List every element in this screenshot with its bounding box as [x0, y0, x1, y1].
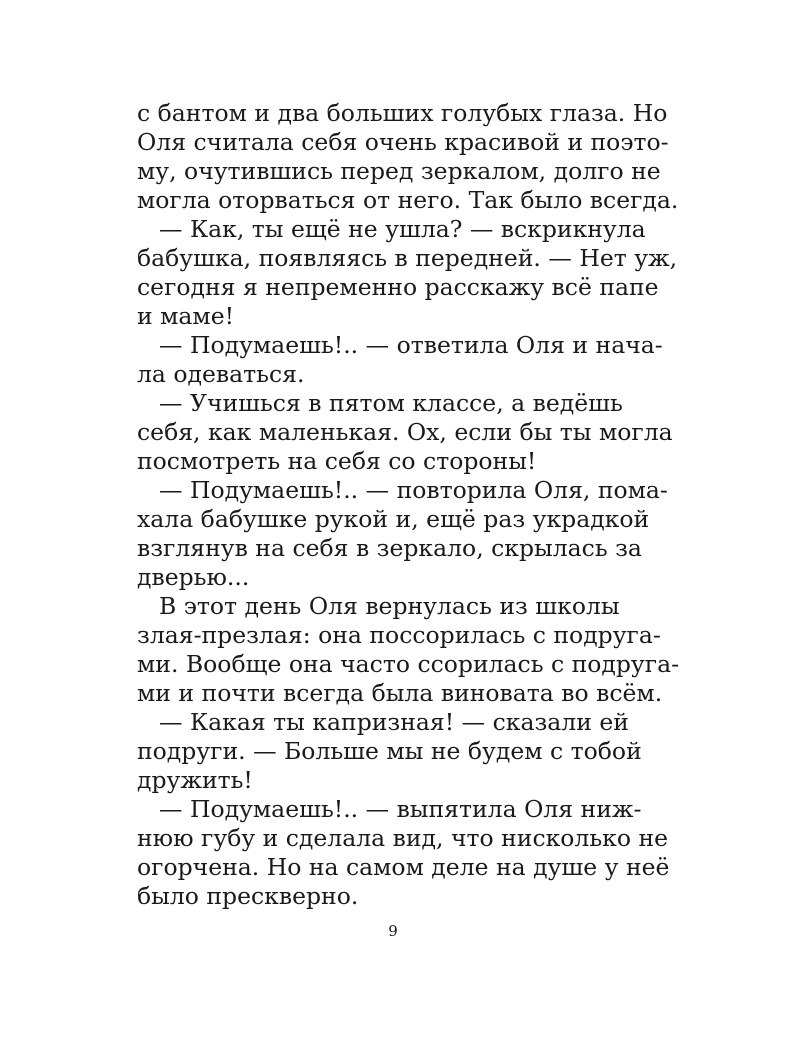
text-line: бабушка, появляясь в передней. — Нет уж, — [137, 244, 678, 272]
text-line: посмотреть на себя со стороны! — [137, 447, 537, 475]
text-line: дружить! — [137, 766, 253, 794]
text-line: — Подумаешь!.. — повторила Оля, пома- — [159, 476, 668, 504]
text-line: подруги. — Больше мы не будем с тобой — [137, 737, 642, 765]
text-line: себя, как маленькая. Ох, если бы ты могла — [137, 418, 673, 446]
text-line: му, очутившись перед зеркалом, долго не — [137, 157, 661, 185]
text-line: сегодня я непременно расскажу всё папе — [137, 273, 659, 301]
text-line: В этот день Оля вернулась из школы — [159, 592, 620, 620]
text-line: — Подумаешь!.. — выпятила Оля ниж- — [159, 795, 642, 823]
text-line: взглянув на себя в зеркало, скрылась за — [137, 534, 642, 562]
text-line: огорчена. Но на самом деле на душе у неё — [137, 853, 670, 881]
text-line: было прескверно. — [137, 882, 359, 910]
text-line: с бантом и два больших голубых глаза. Но — [137, 99, 668, 127]
text-line: ми. Вообще она часто ссорилась с подруга- — [137, 650, 680, 678]
page-number: 9 — [388, 922, 398, 940]
page-text — [137, 99, 680, 911]
text-line: — Как, ты ещё не ушла? — вскрикнула — [159, 215, 646, 243]
text-line: — Учишься в пятом классе, а ведёшь — [159, 389, 623, 417]
text-line: и маме! — [137, 302, 235, 330]
text-line: — Какая ты капризная! — сказали ей — [159, 708, 629, 736]
text-line: злая-презлая: она поссорилась с подруга- — [137, 621, 661, 649]
text-line: ла одеваться. — [137, 360, 305, 388]
text-line: нюю губу и сделала вид, что нисколько не — [137, 824, 669, 852]
text-line: хала бабушке рукой и, ещё раз украдкой — [137, 505, 650, 533]
text-line: могла оторваться от него. Так было всегда. — [137, 186, 679, 214]
text-line: дверью... — [137, 563, 250, 591]
text-line: Оля считала себя очень красивой и поэто- — [137, 128, 669, 156]
text-line: — Подумаешь!.. — ответила Оля и нача- — [159, 331, 663, 359]
text-line: ми и почти всегда была виновата во всём. — [137, 679, 663, 707]
